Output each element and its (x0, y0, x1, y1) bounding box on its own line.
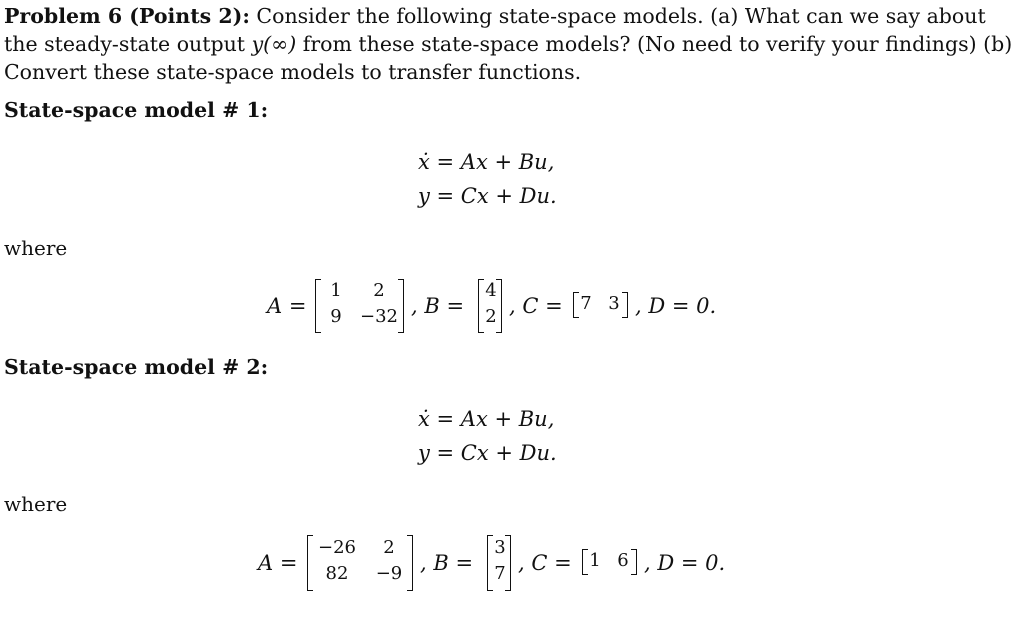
model-2-A-matrix (315, 537, 411, 587)
matrix-cell: 2 (383, 537, 395, 558)
matrix-cell: 1 (589, 550, 601, 571)
model-2-A-label: A = (258, 551, 298, 575)
model-1-A-left-bracket (315, 279, 321, 333)
model-1-B-label: , B = (411, 294, 465, 318)
model-2-heading: State-space model # 2: (4, 355, 269, 379)
model-2-C-label: , C = (518, 551, 572, 575)
problem-text-2b: from these state-space models? (No need to verify your findings) (b) (296, 32, 1013, 56)
matrix-cell: 4 (485, 280, 497, 301)
model-1-heading: State-space model # 1: (4, 98, 269, 122)
problem-text-2a: the steady-state output (4, 32, 252, 56)
model-1-A-matrix (323, 280, 403, 330)
matrix-cell: 1 (330, 280, 342, 301)
model-1-D-value: , D = 0. (635, 294, 717, 318)
problem-label: Problem 6 (Points 2): (4, 4, 250, 28)
problem-line-1 (4, 2, 1014, 30)
model-2-D-value: , D = 0. (644, 551, 726, 575)
matrix-cell: −9 (375, 563, 403, 584)
matrix-cell: 3 (608, 293, 620, 314)
model-1-output-equation: y = Cx + Du. (418, 184, 557, 208)
model-2-state-equation: ẋ = Ax + Bu, (418, 407, 555, 431)
matrix-cell: 9 (330, 306, 342, 327)
matrix-cell: 2 (373, 280, 385, 301)
matrix-cell: 82 (325, 563, 349, 584)
model-2-B-label: , B = (420, 551, 474, 575)
model-1-C-right-bracket (622, 292, 628, 318)
model-1-where: where (4, 236, 68, 260)
model-2-A-right-bracket (407, 535, 413, 591)
steady-state-symbol: y(∞) (251, 32, 297, 56)
model-1-A-right-bracket (398, 279, 404, 333)
model-1-A-label: A = (267, 294, 307, 318)
model-2-where: where (4, 492, 68, 516)
model-1-state-equation: ẋ = Ax + Bu, (418, 150, 555, 174)
matrix-cell: 3 (494, 537, 506, 558)
model-2-A-left-bracket (307, 535, 313, 591)
matrix-cell: 2 (485, 306, 497, 327)
matrix-cell: 6 (617, 550, 629, 571)
matrix-cell: 7 (580, 293, 592, 314)
model-2-output-equation: y = Cx + Du. (418, 441, 557, 465)
matrix-cell: −26 (318, 537, 356, 558)
problem-line-3: Convert these state-space models to transfer functions. (4, 60, 582, 84)
model-2-C-right-bracket (631, 549, 637, 575)
model-1-B-right-bracket (496, 279, 502, 333)
model-2-B-right-bracket (505, 535, 511, 591)
problem-line-2 (4, 30, 1014, 58)
matrix-cell: 7 (494, 563, 506, 584)
model-1-C-label: , C = (509, 294, 563, 318)
problem-text-1: Consider the following state-space models. (a) What can we say about (256, 4, 986, 28)
problem-statement (4, 2, 1014, 86)
matrix-cell: −32 (360, 306, 398, 327)
